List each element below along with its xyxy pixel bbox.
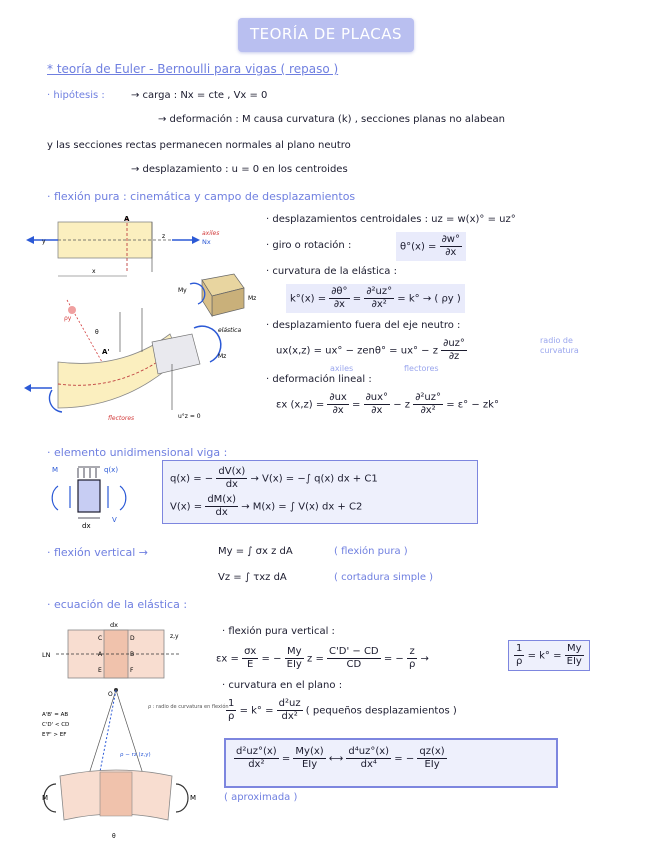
elastica-label: elástica: [218, 327, 242, 334]
box-den-2: EIy: [566, 656, 582, 667]
elemento-heading: · elemento unidimensional viga :: [47, 446, 228, 459]
my-integral: My = ∫ σx z dA: [218, 546, 293, 557]
v-num: dM(x): [207, 494, 237, 505]
giro-fraction: [440, 234, 462, 259]
el-num-4: z: [407, 646, 417, 659]
rho-z-label: ρ − rz (z,y): [120, 752, 151, 758]
v-den: dx: [215, 507, 228, 518]
el-eq-den-2: EIy: [301, 759, 318, 770]
el-eq-den-3: dx⁴: [360, 759, 377, 770]
el-frac-3: [327, 646, 381, 671]
eps-num-3: ∂²uz°: [415, 392, 442, 403]
el-eq-num-2: My(x): [295, 746, 324, 757]
kappa-rhs: = k° → ( ρy ): [397, 293, 461, 305]
giro-lhs: θ°(x) =: [400, 241, 437, 253]
desp-centroidales: · desplazamientos centroidales : uz = w(x)° = uz°: [266, 214, 516, 225]
el-den-4: ρ: [408, 659, 416, 670]
el-frac-2: [285, 646, 304, 671]
hipotesis-label: · hipótesis :: [47, 90, 105, 101]
eps-rhs: = ε° − zk°: [446, 399, 499, 411]
el-eq-frac-4: [417, 746, 446, 771]
radio-curvatura-note: radio de curvatura: [540, 336, 579, 355]
el-eq-den-4: EIy: [424, 759, 440, 770]
qx-label: q(x): [104, 466, 119, 474]
q-formula: [170, 466, 378, 491]
q-rhs: → V(x) = −∫ q(x) dx + C1: [250, 473, 378, 485]
el-den-3: CD: [346, 659, 362, 670]
box-frac-1: [514, 643, 524, 668]
el-mid-1: = −: [261, 653, 282, 665]
el-eq-num-1: d²uz°(x): [236, 746, 277, 757]
eps-num-2: ∂ux°: [365, 392, 389, 403]
box-num-2: My: [565, 643, 584, 656]
relation-1: A'B' = AB: [42, 712, 69, 718]
curvature-moment-box: [508, 640, 590, 671]
relation-3: E'F' > EF: [42, 732, 67, 738]
vz-integral: Vz = ∫ τxz dA: [218, 572, 287, 583]
eps-frac-3: [413, 392, 443, 417]
hipotesis-deformacion: → deformación : M causa curvatura (k) , secciones planas no alabean: [158, 114, 505, 125]
flexion-heading: · flexión pura : cinemática y campo de desplazamientos: [47, 190, 356, 203]
fig2-e: E: [98, 667, 102, 674]
beam-element-figure: [48, 460, 148, 532]
giro-num: ∂w°: [441, 234, 460, 245]
euler-heading: * teoría de Euler - Bernoulli para vigas ( repaso ): [47, 62, 339, 76]
curvatura-label: · curvatura de la elástica :: [266, 266, 397, 277]
ux-fraction: [441, 338, 467, 363]
eps-den-3: ∂x²: [420, 405, 436, 416]
eps-lhs: εx (x,z) =: [276, 399, 325, 411]
fig2-f: F: [130, 667, 134, 674]
kappa-num-2: ∂²uz°: [366, 286, 393, 297]
q-fraction: [216, 466, 247, 491]
ln-label: LN: [42, 651, 51, 659]
fig2-d: D: [130, 635, 135, 642]
epsilon-formula: εx (x,z) = $\frac{\partial ux}{\partial x}$ = $\frac{\partial ux^\circ}{\partial x}$ − z $\frac{\text{∂²uz°}}{\text{∂x²}}$ = ε° − zk°: [276, 392, 499, 416]
cp-frac-1: [226, 698, 236, 723]
uz-label: u°z = 0: [178, 413, 201, 420]
v-lhs: V(x) =: [170, 501, 203, 513]
kappa-den-2: ∂x²: [371, 299, 387, 310]
curvatura-formula: k°(x) = $\frac{\partial\theta^\circ}{\partial x}$ = $\frac{\text{∂²uz°}}{\text{∂x²}}$ = k° → ( ρy ): [286, 284, 465, 313]
m-left-label: M: [42, 794, 49, 802]
el-mid-3: = −: [383, 653, 404, 665]
q-den: dx: [225, 479, 238, 490]
my-label-top: My: [178, 287, 187, 294]
ux-num: ∂uz°: [443, 338, 465, 349]
m-right-label: M: [190, 794, 197, 802]
fig2-c: C: [98, 635, 103, 642]
kappa-lhs: k°(x) =: [290, 293, 327, 305]
cp-den-2: dx²: [281, 711, 298, 722]
el-eps-lhs: εx =: [216, 653, 239, 665]
vertical-heading: · flexión vertical →: [47, 546, 148, 559]
ux-formula: [276, 338, 467, 363]
aproximada-note: ( aproximada ): [224, 792, 298, 803]
el-den-2: EIy: [286, 659, 302, 670]
ux-den: ∂z: [448, 351, 460, 362]
moment-label: M: [52, 466, 59, 474]
hipotesis-deformacion-cont: y las secciones rectas permanecen normales al plano neutro: [47, 140, 351, 151]
el-frac-4: [407, 646, 417, 671]
eps-den-2: ∂x: [371, 405, 383, 416]
el-eq-num-3: d⁴uz°(x): [348, 746, 390, 757]
el-mid-2: z =: [307, 653, 324, 665]
point-a-label: A: [124, 215, 130, 223]
def-lineal-label: · deformación lineal :: [266, 374, 372, 385]
z-axis-label: z: [162, 233, 166, 240]
cp-note: ( pequeños desplazamientos ): [305, 705, 457, 717]
fig2-dx-label: dx: [110, 621, 118, 629]
ux-lhs: ux(x,z) = ux° − zenθ° = ux° − z: [276, 345, 438, 357]
relation-2: C'D' < CD: [42, 722, 70, 728]
kappa-frac-1: [329, 286, 349, 311]
page-title: TEORÍA DE PLACAS: [249, 25, 403, 43]
cp-den-1: ρ: [228, 711, 235, 722]
el-den-1: E: [247, 659, 254, 670]
flexion-pura-vertical-label: · flexión pura vertical :: [222, 626, 335, 637]
cp-num-2: d²uz: [278, 698, 301, 709]
beam-kinematics-figure: [22, 212, 260, 434]
mz-label: Mz: [218, 353, 227, 360]
vz-note: ( cortadura simple ): [334, 572, 434, 583]
eps-frac-1: [327, 392, 348, 417]
q-num: dV(x): [218, 466, 246, 477]
flectores-label: flectores: [108, 415, 135, 422]
fig2-theta-label: θ: [112, 833, 116, 840]
rho-note: ρ : radio de curvatura en flexión: [148, 704, 229, 710]
axiles-note: axiles: [330, 364, 354, 373]
title-banner: [238, 18, 414, 52]
v-fraction: [205, 494, 238, 519]
v-formula: [170, 494, 362, 519]
eps-den-1: ∂x: [332, 405, 344, 416]
el-eq-frac-1: [234, 746, 279, 771]
q-lhs: q(x) = −: [170, 473, 214, 485]
v-rhs: → M(x) = ∫ V(x) dx + C2: [241, 501, 363, 513]
giro-den: ∂x: [445, 247, 457, 258]
rho-label: ρy: [64, 315, 72, 322]
kappa-frac-2: [364, 286, 394, 311]
elastica-heading: · ecuación de la elástica :: [47, 598, 188, 611]
el-num-2: My: [285, 646, 304, 659]
flectores-note: flectores: [404, 364, 439, 373]
x-dim-label: x: [92, 268, 96, 275]
kappa-den-1: ∂x: [333, 299, 345, 310]
box-mid: = k° =: [527, 650, 562, 662]
curvatura-plano-label: · curvatura en el plano :: [222, 680, 343, 691]
cp-mid: = k° =: [239, 705, 274, 717]
fig2-a: A: [98, 651, 103, 658]
eps-num-1: ∂ux: [329, 392, 347, 403]
cp-num-1: 1: [228, 698, 235, 709]
el-eq-num-4: qz(x): [419, 746, 445, 757]
curvature-plane-formula: [226, 698, 457, 723]
giro-formula: [396, 232, 466, 261]
el-frac-1: [242, 646, 258, 671]
el-eq-den-1: dx²: [248, 759, 265, 770]
strain-formula: [216, 646, 429, 671]
nx-label: Nx: [202, 238, 211, 246]
hipotesis-desplazamiento: → desplazamiento : u = 0 en los centroides: [131, 164, 348, 175]
hipotesis-carga: → carga : Nx = cte , Vx = 0: [131, 90, 268, 101]
el-num-3: C'D' − CD: [329, 646, 379, 657]
mz-label-top: Mz: [248, 295, 257, 302]
giro-label: · giro o rotación :: [266, 240, 352, 251]
box-den-1: ρ: [516, 656, 523, 667]
shear-label: V: [112, 516, 117, 524]
my-note: ( flexión pura ): [334, 546, 408, 557]
el-eq-frac-3: [346, 746, 391, 771]
elastica-equation: $\frac{\text{d²uz°(x)}}{\text{dx²}}$ = $\frac{My(x)}{\text{EIy}}$ ⟷ $\frac{\text{d⁴uz°(x)}}{\text{dx⁴}}$ = − $\frac{qz(x)}{\text{EIy}}$: [236, 746, 445, 770]
el-arrow: →: [420, 653, 429, 665]
kappa-num-1: ∂θ°: [331, 286, 348, 297]
fig2-zy-label: z,y: [170, 633, 179, 640]
fig2-o: O: [108, 691, 113, 698]
fig2-b: B: [130, 651, 135, 658]
cp-frac-2: [277, 698, 303, 723]
box-num-1: 1: [516, 643, 523, 654]
dx-label: dx: [82, 522, 91, 530]
eps-mid: − z: [393, 399, 411, 411]
point-a-prime-label: A': [102, 348, 110, 356]
desp-fuera-label: · desplazamiento fuera del eje neutro :: [266, 320, 461, 331]
eps-frac-2: [364, 392, 390, 417]
theta-label: θ: [95, 329, 99, 336]
axiles-label: axiles: [202, 230, 220, 237]
el-num-1: σx: [244, 646, 257, 657]
el-eq-frac-2: [293, 746, 325, 771]
y-axis-label: y: [42, 238, 46, 245]
box-frac-2: [565, 643, 584, 668]
